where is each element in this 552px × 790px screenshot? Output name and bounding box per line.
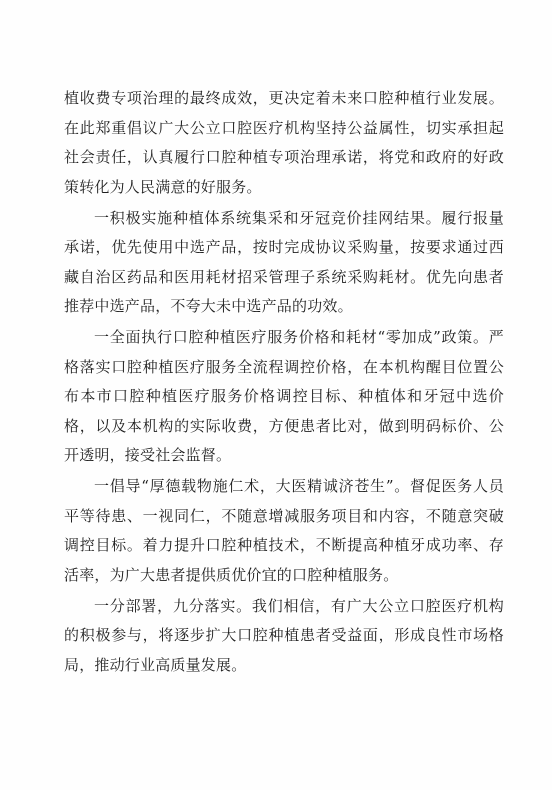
- document-body: [64, 84, 504, 682]
- paragraph-conclusion: 一分部署，九分落实。我们相信，有广大公立口腔医疗机构的积极参与，将逐步扩大口腔种植患者受益面，形成良性市场格局，推动行业高质量发展。: [64, 596, 504, 674]
- paragraph-pricing-policy: 一全面执行口腔种植医疗服务价格和耗材“零加成”政策。严格落实口腔种植医疗服务全流程调控价格，在本机构醒目位置公布本市口腔种植医疗服务价格调控目标、种植体和牙冠中选价格，以及本机构的实际收费，方便患者比对，做到明码标价、公开透明，接受社会监督。: [64, 328, 504, 464]
- paragraph-procurement: 一积极实施种植体系统集采和牙冠竞价挂网结果。履行报量承诺，优先使用中选产品，按时完成协议采购量，按要求通过西藏自治区药品和医用耗材招采管理子系统采购耗材。优先向患者推荐中选产品，不夸大未中选产品的功效。: [64, 208, 504, 315]
- paragraph-medical-ethics: 一倡导“厚德载物施仁术，大医精诚济苍生”。督促医务人员平等待患、一视同仁，不随意增减服务项目和内容，不随意突破调控目标。着力提升口腔种植技术，不断提高种植牙成功率、存活率，为广大患者提供质优价宜的口腔种植服务。: [64, 477, 504, 584]
- paragraph-continuation: 植收费专项治理的最终成效，更决定着未来口腔种植行业发展。在此郑重倡议广大公立口腔医疗机构坚持公益属性，切实承担起社会责任，认真履行口腔种植专项治理承诺，将党和政府的好政策转化为人民满意的好服务。: [64, 89, 504, 196]
